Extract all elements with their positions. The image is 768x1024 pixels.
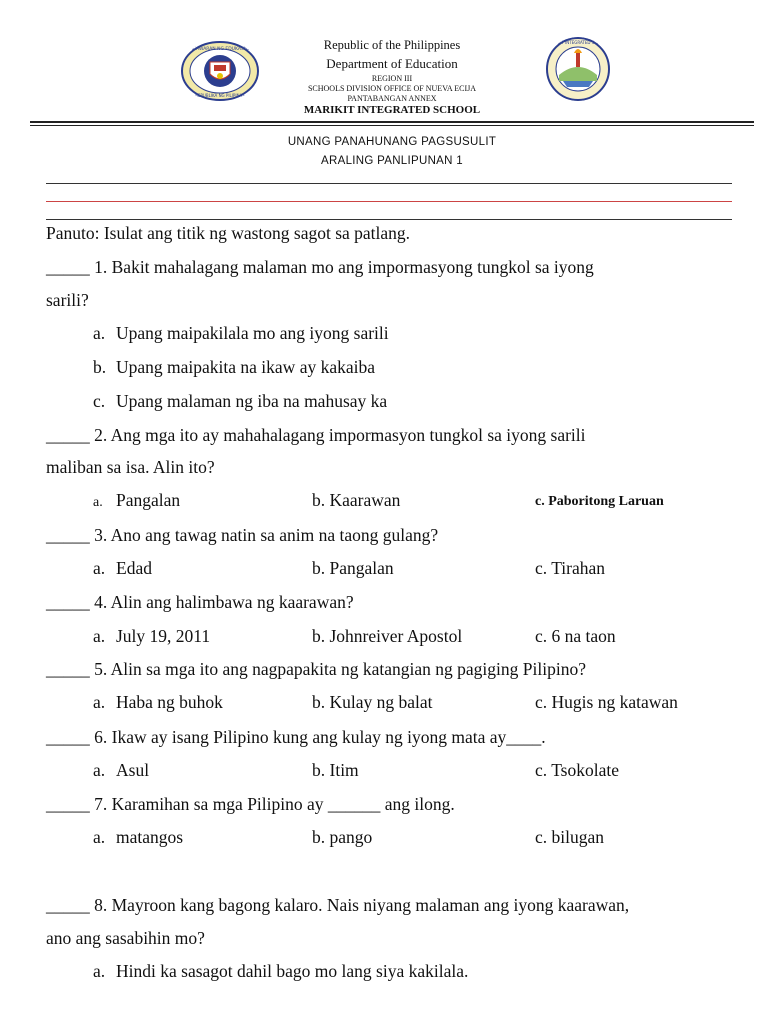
option-text: Haba ng buhok (116, 692, 223, 712)
question-4 (46, 592, 354, 613)
question-5-option-a (93, 692, 223, 713)
header-school-name: MARIKIT INTEGRATED SCHOOL (303, 104, 481, 116)
question-text: 4. Alin ang halimbawa ng kaarawan? (94, 592, 354, 612)
option-letter: c. (535, 626, 548, 646)
question-5 (46, 659, 586, 680)
question-1-option-b (93, 357, 375, 378)
option-text: Johnreiver Apostol (329, 626, 463, 646)
question-6 (46, 727, 546, 748)
option-letter: a. (93, 495, 103, 510)
writing-line-middle (46, 201, 732, 202)
option-text: Hindi ka sasagot dahil bago mo lang siya kakilala. (116, 961, 469, 981)
instructions: Panuto: Isulat ang titik ng wastong sagot sa patlang. (46, 223, 411, 243)
question-text: 3. Ano ang tawag natin sa anim na taong gulang? (94, 525, 439, 545)
option-letter: b. (93, 357, 107, 377)
question-6-option-a (93, 760, 149, 781)
option-text: Pangalan (329, 558, 394, 578)
option-letter: b. (312, 692, 326, 712)
question-2-option-a (93, 490, 180, 511)
option-text: 6 na taon (551, 626, 616, 646)
option-text: Edad (116, 558, 152, 578)
question-1 (46, 257, 594, 278)
exam-subject: ARALING PANLIPUNAN 1 (321, 155, 463, 167)
left-seal-bottom-text: REPUBLIKA NG PILIPINAS (195, 93, 245, 98)
option-text: bilugan (551, 827, 605, 847)
question-2-option-b (312, 490, 400, 511)
question-3-option-c (535, 558, 605, 579)
question-text: 5. Alin sa mga ito ang nagpapakita ng katangian ng pagiging Pilipino? (94, 659, 586, 679)
question-1-option-a (93, 323, 389, 344)
option-text: pango (329, 827, 373, 847)
option-letter: c. (535, 692, 548, 712)
header-republic: Republic of the Philippines (323, 38, 461, 52)
option-letter: c. (535, 827, 548, 847)
option-letter: a. (93, 760, 106, 780)
option-text: Pangalan (116, 490, 181, 510)
right-seal-text: MARIKIT INTEGRATED SCHOOL (547, 40, 609, 45)
option-text: Upang malaman ng iba na mahusay ka (116, 391, 388, 411)
option-letter: b. (312, 827, 326, 847)
option-letter: a. (93, 558, 106, 578)
question-6-option-b (312, 760, 359, 781)
option-letter: a. (93, 626, 106, 646)
option-letter: a. (93, 827, 106, 847)
answer-blank[interactable]: _____ (46, 895, 90, 915)
option-letter: c. (535, 558, 548, 578)
option-letter: c. (535, 760, 548, 780)
question-4-option-b (312, 626, 462, 647)
exam-title: UNANG PANAHUNANG PAGSUSULIT (287, 136, 497, 148)
answer-blank[interactable]: _____ (46, 592, 90, 612)
question-7 (46, 794, 455, 815)
option-text: Paboritong Laruan (548, 494, 664, 509)
answer-blank[interactable]: _____ (46, 794, 90, 814)
header-region: REGION III (371, 74, 413, 83)
question-2 (46, 425, 586, 446)
option-letter: b. (312, 760, 326, 780)
option-text: Asul (116, 760, 150, 780)
option-letter: c. (93, 391, 106, 411)
question-2-continuation: maliban sa isa. Alin ito? (46, 457, 215, 477)
option-text: matangos (116, 827, 184, 847)
question-5-option-b (312, 692, 433, 713)
question-7-option-a (93, 827, 183, 848)
header-divider-thick (30, 121, 754, 123)
question-8 (46, 895, 629, 916)
left-seal-top-text: KAGAWARAN NG EDUKASYON (186, 47, 254, 52)
option-letter: b. (312, 626, 326, 646)
question-7-option-c (535, 827, 604, 848)
writing-line-bottom (46, 219, 732, 220)
question-6-option-c (535, 760, 619, 781)
question-4-option-a (93, 626, 210, 647)
question-8-continuation: ano ang sasabihin mo? (46, 928, 205, 948)
header-annex: PANTABANGAN ANNEX (347, 94, 437, 103)
option-letter: a. (93, 961, 106, 981)
answer-blank[interactable]: _____ (46, 727, 90, 747)
option-letter: a. (93, 692, 106, 712)
option-letter: b. (312, 490, 326, 510)
option-letter: c. (535, 494, 545, 509)
question-text: 1. Bakit mahalagang malaman mo ang impormasyong tungkol sa iyong (94, 257, 594, 277)
question-2-option-c (535, 494, 664, 510)
option-text: Upang maipakilala mo ang iyong sarili (116, 323, 389, 343)
option-text: Tirahan (551, 558, 606, 578)
question-3-option-b (312, 558, 394, 579)
question-1-continuation: sarili? (46, 290, 89, 310)
option-text: Kulay ng balat (329, 692, 433, 712)
header-department: Department of Education (326, 56, 458, 71)
option-text: Itim (329, 760, 359, 780)
question-4-option-c (535, 626, 616, 647)
option-text: July 19, 2011 (116, 626, 211, 646)
option-text: Kaarawan (329, 490, 401, 510)
question-text: 2. Ang mga ito ay mahahalagang impormasyon tungkol sa iyong sarili (94, 425, 586, 445)
option-letter: a. (93, 323, 106, 343)
question-8-option-a (93, 961, 468, 982)
option-text: Tsokolate (551, 760, 620, 780)
question-3-option-a (93, 558, 152, 579)
answer-blank[interactable]: _____ (46, 525, 90, 545)
answer-blank[interactable]: _____ (46, 425, 90, 445)
question-text: 7. Karamihan sa mga Pilipino ay ______ ang ilong. (94, 794, 455, 814)
option-text: Upang maipakita na ikaw ay kakaiba (116, 357, 375, 377)
question-text: 8. Mayroon kang bagong kalaro. Nais niyang malaman ang iyong kaarawan, (94, 895, 630, 915)
header-divider-thin (30, 125, 754, 126)
answer-blank[interactable]: _____ (46, 257, 90, 277)
question-text: 6. Ikaw ay isang Pilipino kung ang kulay ng iyong mata ay____. (94, 727, 546, 747)
option-text: Hugis ng katawan (551, 692, 678, 712)
writing-line-top (46, 183, 732, 184)
question-3 (46, 525, 438, 546)
header-division: SCHOOLS DIVISION OFFICE OF NUEVA ECIJA (307, 84, 477, 93)
question-5-option-c (535, 692, 678, 713)
answer-blank[interactable]: _____ (46, 659, 90, 679)
question-1-option-c (93, 391, 387, 412)
question-7-option-b (312, 827, 372, 848)
option-letter: b. (312, 558, 326, 578)
